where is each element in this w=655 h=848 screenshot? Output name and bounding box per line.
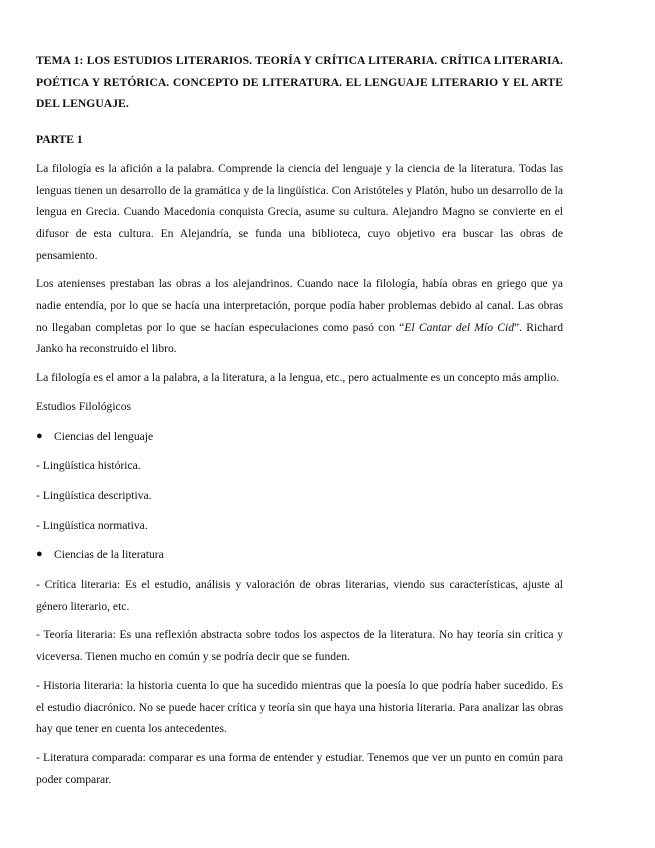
literature-item-comparative: - Literatura comparada: comparar es una forma de entender y estudiar. Tenemos que ver un punto en común para poder comparar. bbox=[36, 750, 563, 786]
literature-item-history: - Historia literaria: la historia cuenta lo que ha sucedido mientras que la poesía lo que podría haber sucedido. Es el estudio diacrónico. No se puede hacer crítica y teoría sin que haya una historia literaria. Para analizar las obras hay que tener en cuenta los antecedentes. bbox=[36, 678, 563, 736]
paragraph-athenians-text-b: ”. Richard Janko ha reconstruido el libro. bbox=[36, 320, 563, 356]
document-title: TEMA 1: LOS ESTUDIOS LITERARIOS. TEORÍA Y CRÍTICA LITERARIA. CRÍTICA LITERARIA. POÉTICA Y RETÓRICA. CONCEPTO DE LITERATURA. EL LENGUAJE LITERARIO Y EL ARTE DEL LENGUAJE. bbox=[36, 54, 563, 111]
language-item-normative: - Lingüística normativa. bbox=[36, 518, 148, 532]
bullet-language-sciences bbox=[36, 426, 563, 448]
bullet-language-label: Ciencias del lenguaje bbox=[54, 429, 154, 443]
document-page bbox=[36, 50, 563, 797]
section-label: Estudios Filológicos bbox=[36, 399, 132, 413]
bullet-literature-label: Ciencias de la literatura bbox=[54, 548, 164, 562]
bullet-icon: ● bbox=[36, 429, 43, 442]
paragraph-athenians bbox=[36, 273, 563, 360]
book-title: El Cantar del Mío Cid bbox=[404, 320, 515, 334]
language-item-historical: - Lingüística histórica. bbox=[36, 459, 141, 473]
paragraph-athenians-text-a: Los atenienses prestaban las obras a los alejandrinos. Cuando nace la filología, había obras en griego que ya nadie entendía, por lo que se hacía una interpretación, porque podía haber problemas debido al canal. Las obras no llegaban completas por lo que se hacían especulaciones como pasó con “ bbox=[36, 277, 563, 334]
literature-item-criticism: - Crítica literaria: Es el estudio, análisis y valoración de obras literarias, viendo sus características, ajuste al género literario, etc. bbox=[36, 578, 563, 613]
literature-item-theory: - Teoría literaria: Es una reflexión abstracta sobre todos los aspectos de la literatura. No hay teoría sin crítica y viceversa. Tienen mucho en común y se podría decir que se funden. bbox=[36, 628, 563, 664]
paragraph-definition: La filología es el amor a la palabra, a la literatura, a la lengua, etc., pero actualmente es un concepto más amplio. bbox=[36, 371, 560, 385]
bullet-literature-sciences bbox=[36, 544, 563, 566]
bullet-icon: ● bbox=[36, 548, 43, 561]
language-item-descriptive: - Lingüística descriptiva. bbox=[36, 488, 152, 502]
part-heading: PARTE 1 bbox=[36, 133, 83, 147]
paragraph-philology: La filología es la afición a la palabra. Comprende la ciencia del lenguaje y la ciencia de la literatura. Todas las lenguas tienen un desarrollo de la gramática y de la lingüística. Con Aristóteles y Platón, hubo un desarrollo de la lengua en Grecia. Cuando Macedonia conquista Grecia, asume su cultura. Alejandro Magno se convierte en el difusor de esta cultura. En Alejandría, se funda una biblioteca, cuyo objetivo era buscar las obras de pensamiento. bbox=[36, 161, 563, 262]
